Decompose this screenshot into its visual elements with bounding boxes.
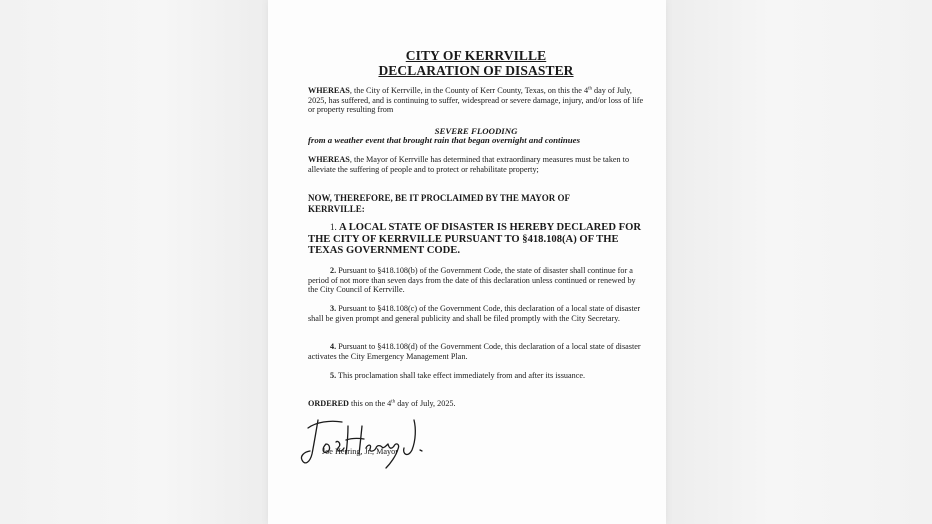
whereas-text: , the Mayor of Kerrville has determined that extraordinary measures must be taken to alleviate the suffering of people and to protect or rehabilitate property;	[308, 155, 630, 174]
whereas-paragraph-1	[308, 86, 644, 115]
item-5-text: This proclamation shall take effect immediately from and after its issuance.	[336, 371, 586, 380]
proclamation-heading: NOW, THEREFORE, BE IT PROCLAIMED BY THE MAYOR OF KERRVILLE:	[308, 193, 570, 214]
event-description: from a weather event that brought rain that began overnight and continues	[308, 135, 581, 145]
ordered-text-2: day of July, 2025.	[395, 399, 456, 408]
whereas-text-2: day of July, 2025, has suffered, and is continuing to suffer, widespread or severe damage, injury, and/or loss of life or property resulting from	[308, 86, 644, 115]
title-line-2: DECLARATION OF DISASTER	[378, 63, 574, 78]
item-1	[308, 222, 644, 257]
whereas-label: WHEREAS	[308, 86, 350, 95]
item-2-number: 2.	[330, 266, 337, 275]
item-3-number: 3.	[330, 304, 337, 313]
whereas-text-1: , the City of Kerrville, in the County of Kerr County, Texas, on this the	[349, 86, 582, 95]
ordered-line	[308, 399, 644, 409]
day-suffix: th	[588, 86, 592, 92]
item-1-text: A LOCAL STATE OF DISASTER IS HEREBY DECLARED FOR THE CITY OF KERRVILLE PURSUANT TO §418.108(A) OF THE TEXAS GOVERNMENT CODE.	[308, 222, 641, 257]
ordered-day-suffix: th	[391, 399, 396, 405]
event-description-block	[308, 135, 644, 145]
document-page	[268, 0, 666, 524]
signature-image	[296, 414, 446, 470]
signer-name: Joe Herring, Jr., Mayor	[322, 447, 398, 456]
item-4	[308, 342, 644, 361]
document-title	[308, 48, 644, 78]
whereas-paragraph-2	[308, 155, 644, 174]
ordered-label: ORDERED	[308, 399, 349, 408]
item-3	[308, 304, 644, 323]
day-number: 4	[583, 86, 589, 95]
blurred-background-right	[666, 0, 932, 524]
whereas-label: WHEREAS	[308, 155, 350, 164]
item-5	[308, 371, 644, 381]
event-title: SEVERE FLOODING	[434, 126, 518, 136]
item-5-number: 5.	[330, 371, 337, 380]
item-2	[308, 266, 644, 295]
item-1-number: 1.	[330, 222, 339, 232]
blurred-background-left	[0, 0, 268, 524]
item-4-text: Pursuant to §418.108(d) of the Government Code, this declaration of a local state of disaster activates the City Emergency Management Plan.	[308, 342, 641, 361]
item-4-number: 4.	[330, 342, 337, 351]
item-2-text: Pursuant to §418.108(b) of the Government Code, the state of disaster shall continue for a period of not more than seven days from the date of this declaration unless continued or renewed by the City Council of Kerrville.	[308, 266, 636, 295]
ordered-day: 4	[387, 399, 392, 408]
title-line-1: CITY OF KERRVILLE	[405, 48, 547, 63]
item-3-text: Pursuant to §418.108(c) of the Government Code, this declaration of a local state of disaster shall be given prompt and general publicity and shall be filed promptly with the City Secretary.	[308, 304, 641, 323]
ordered-text-1: this on the	[348, 399, 388, 408]
